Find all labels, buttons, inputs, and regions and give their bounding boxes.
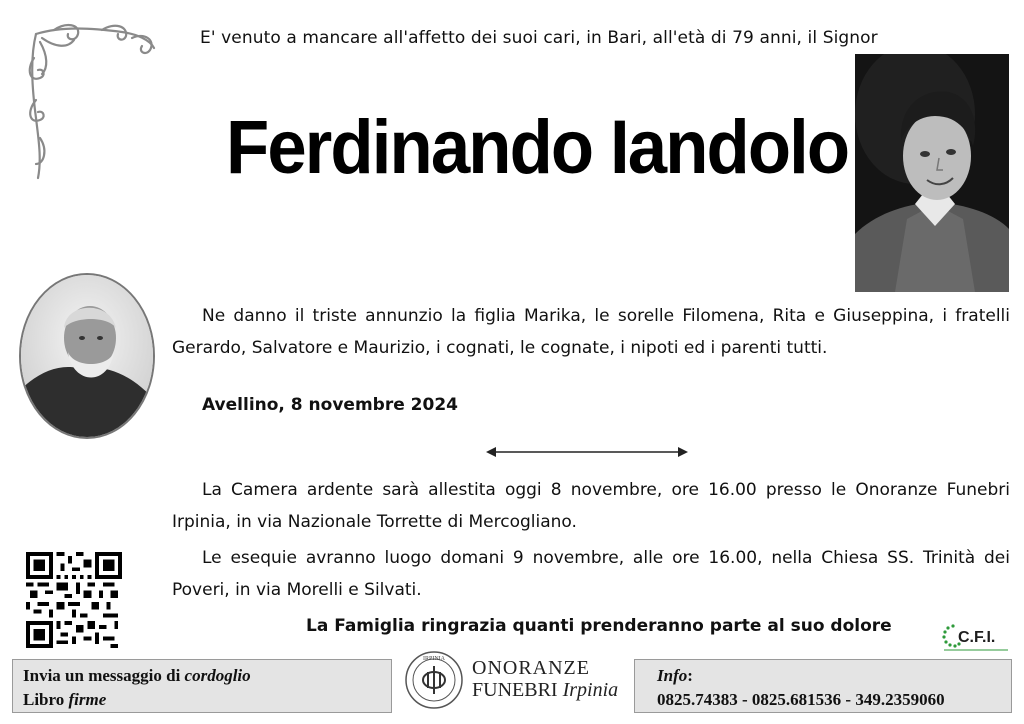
guestbook-italic: firme (68, 690, 107, 709)
double-arrow-icon (484, 444, 690, 460)
place-date: Avellino, 8 novembre 2024 (202, 395, 458, 415)
qr-code-icon[interactable] (24, 552, 124, 648)
corner-flourish-icon (22, 18, 162, 188)
announcement-text: Ne danno il triste annunzio la figlia Marika, le sorelle Filomena, Rita e Giuseppina, i fratelli Gerardo, Salvatore e Maurizio, i cognati, le cognate, i nipoti ed i parenti tutti. (172, 306, 1010, 358)
logo-ring-text: IRPINIA (423, 656, 445, 662)
condolence-italic: cordoglio (184, 666, 251, 685)
agency-name-prefix: FUNEBRI (472, 679, 563, 701)
funeral-text: Le esequie avranno luogo domani 9 novembre, alle ore 16.00, nella Chiesa SS. Trinità dei Poveri, in via Morelli e Silvati. (172, 548, 1010, 600)
info-box (634, 659, 1012, 713)
guestbook-line[interactable] (23, 688, 391, 712)
guestbook-prefix: Libro (23, 690, 69, 709)
agency-logo-icon (404, 648, 464, 710)
cfi-logo-text: C.F.I. (958, 629, 996, 646)
wake-text: La Camera ardente sarà allestita oggi 8 novembre, ore 16.00 presso le Onoranze Funebri Irpinia, in via Nazionale Torrette di Mercogliano. (172, 480, 1010, 532)
deceased-portrait (855, 54, 1009, 292)
info-label: Info (657, 666, 688, 685)
agency-name-italic: Irpinia (562, 679, 619, 701)
deceased-name: Ferdinando Iandolo (226, 105, 849, 190)
family-thanks: La Famiglia ringrazia quanti prenderanno parte al suo dolore (306, 616, 892, 636)
condolence-prefix: Invia un messaggio di (23, 666, 185, 685)
condolence-message-line[interactable] (23, 664, 391, 688)
phone-numbers[interactable]: 0825.74383 - 0825.681536 - 349.2359060 (657, 690, 945, 709)
saint-oval-image (18, 272, 156, 440)
agency-name-line1: ONORANZE (472, 657, 590, 679)
condolence-box[interactable] (12, 659, 392, 713)
info-colon: : (687, 666, 693, 685)
agency-name-line2 (472, 679, 618, 702)
cfi-logo-icon (940, 618, 1012, 654)
intro-text: E' venuto a mancare all'affetto dei suoi cari, in Bari, all'età di 79 anni, il Signor (200, 28, 878, 48)
